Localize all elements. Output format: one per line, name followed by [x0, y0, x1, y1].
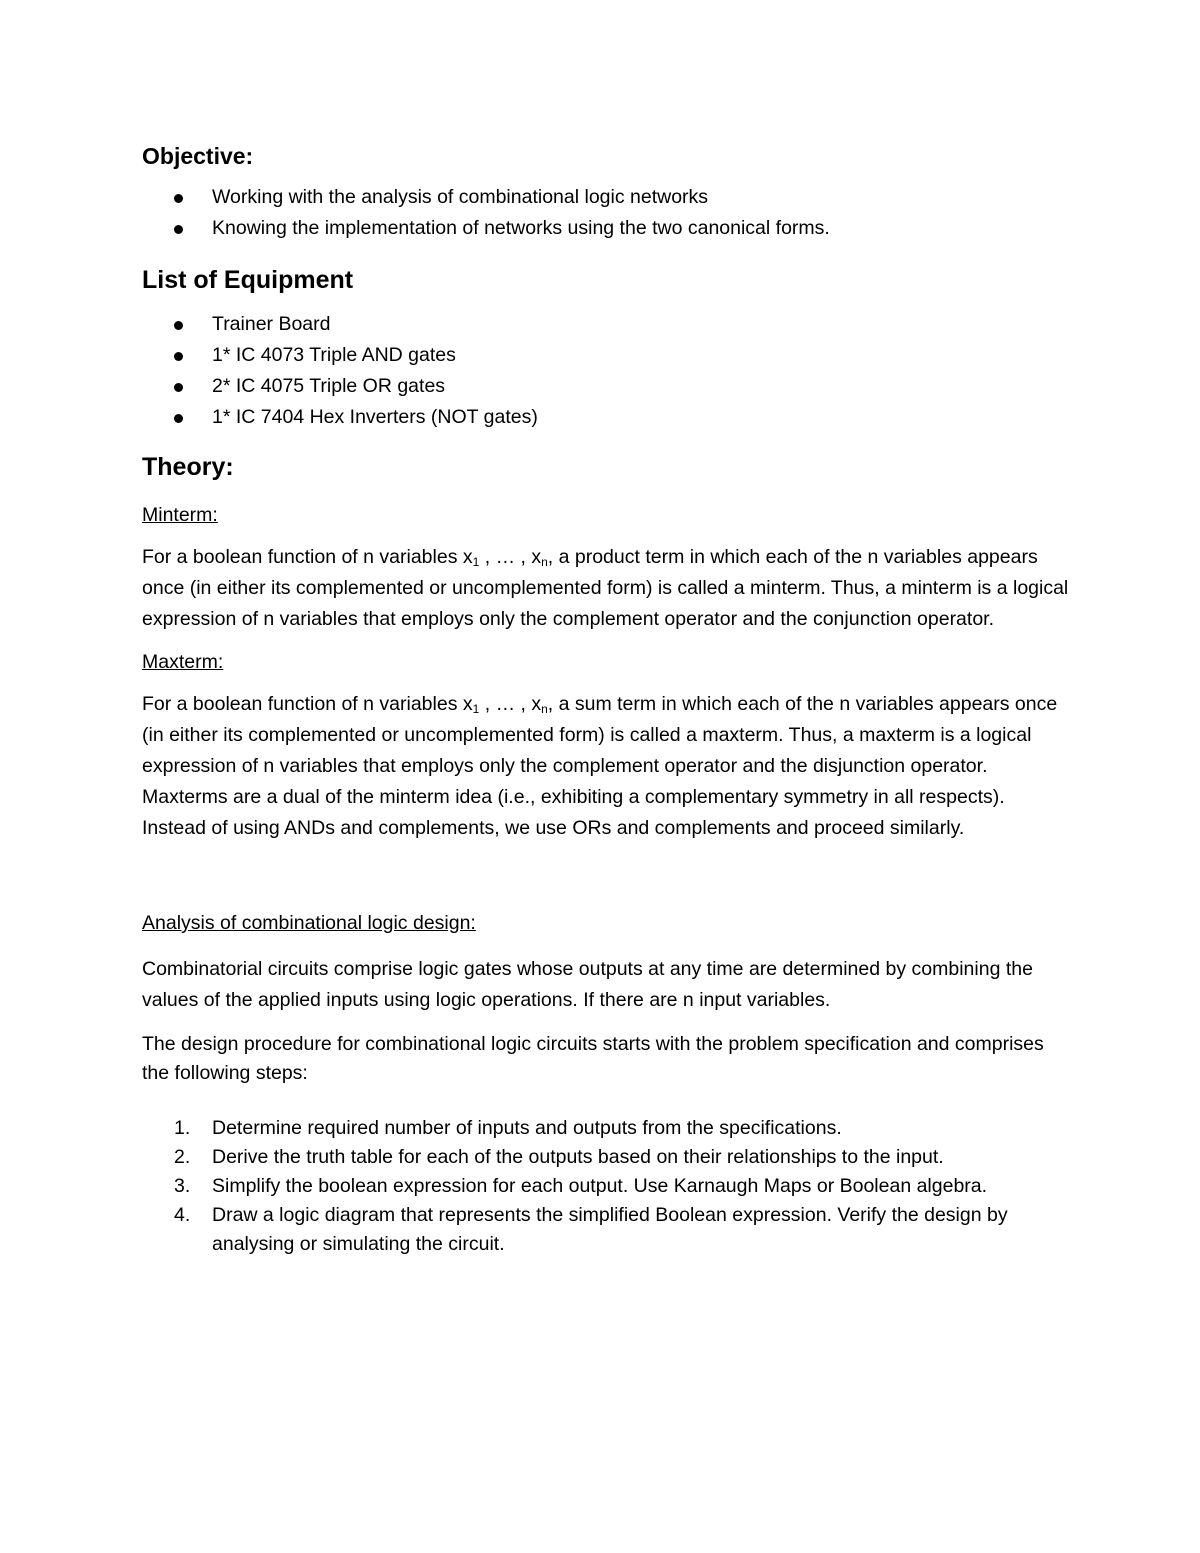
list-item-text: 1* IC 4073 Triple AND gates: [212, 344, 456, 366]
list-item: [142, 402, 1072, 433]
step-number: 4.: [174, 1204, 191, 1226]
list-item-text: Working with the analysis of combinational logic networks: [212, 186, 709, 208]
step-number: 1.: [174, 1117, 191, 1139]
subscript-n: n: [541, 555, 548, 569]
maxterm-label: Maxterm:: [142, 651, 224, 673]
analysis-label: Analysis of combinational logic design:: [142, 912, 476, 934]
maxterm-paragraph: [142, 689, 1072, 844]
subscript-1: 1: [472, 555, 480, 569]
equipment-heading: List of Equipment: [142, 266, 354, 294]
maxterm-text-rest: , a sum term in which each of the n variables appears once (in either its complemented or uncomplemented form) is called a maxterm. Thus, a maxterm is a logical expression of n variables that employs only the complement operator and the disjunction operator. Maxterms are a dual of the minterm idea (i.e., exhibiting a complementary symmetry in all respects). Instead of using ANDs and complements, we use ORs and complements and proceed similarly.: [142, 693, 1058, 839]
analysis-paragraph-1: Combinatorial circuits comprise logic gates whose outputs at any time are determined by combining the values of the applied inputs using logic operations. If there are n input variables.: [142, 958, 1033, 1011]
step-text: Determine required number of inputs and outputs from the specifications.: [212, 1117, 842, 1139]
bullet-icon: [174, 383, 183, 392]
equipment-list: [142, 309, 1072, 433]
step-number: 2.: [174, 1146, 191, 1168]
step-text: Derive the truth table for each of the outputs based on their relationships to the input.: [212, 1146, 944, 1168]
minterm-text-rest: , a product term in which each of the n variables appears once (in either its complemented or uncomplemented form) is called a minterm. Thus, a minterm is a logical expression of n variables that employs only the complement operator and the conjunction operator.: [142, 546, 1069, 630]
list-item-text: 2* IC 4075 Triple OR gates: [212, 375, 446, 397]
list-item-text: 1* IC 7404 Hex Inverters (NOT gates): [212, 406, 538, 428]
minterm-text-start: For a boolean function of n variables x: [142, 546, 473, 568]
step-text: Draw a logic diagram that represents the simplified Boolean expression. Verify the design by analysing or simulating the circuit.: [212, 1204, 1008, 1255]
objective-list: [142, 182, 1072, 244]
step-text: Simplify the boolean expression for each output. Use Karnaugh Maps or Boolean algebra.: [212, 1175, 988, 1197]
list-item: [142, 1143, 1072, 1172]
document-page: [142, 140, 1072, 1259]
list-item: [142, 371, 1072, 402]
list-item: [142, 1201, 1072, 1259]
design-steps-list: [142, 1114, 1072, 1259]
bullet-icon: [174, 414, 183, 423]
analysis-paragraph-2: The design procedure for combinational logic circuits starts with the problem specification and comprises the following steps:: [142, 1033, 1044, 1084]
subscript-1: 1: [472, 702, 480, 716]
list-item: [142, 213, 1072, 244]
bullet-icon: [174, 194, 183, 203]
list-item-text: Trainer Board: [212, 313, 331, 335]
minterm-text-mid: , … , x: [479, 546, 542, 568]
bullet-icon: [174, 225, 183, 234]
list-item-text: Knowing the implementation of networks using the two canonical forms.: [212, 217, 830, 239]
bullet-icon: [174, 321, 183, 330]
list-item: [142, 1114, 1072, 1143]
minterm-label: Minterm:: [142, 504, 218, 526]
bullet-icon: [174, 352, 183, 361]
maxterm-text-mid: , … , x: [479, 693, 542, 715]
theory-heading: Theory:: [142, 453, 234, 481]
list-item: [142, 309, 1072, 340]
list-item: [142, 340, 1072, 371]
objective-heading: Objective:: [142, 143, 254, 169]
list-item: [142, 182, 1072, 213]
step-number: 3.: [174, 1175, 191, 1197]
maxterm-text-start: For a boolean function of n variables x: [142, 693, 473, 715]
subscript-n: n: [541, 702, 548, 716]
list-item: [142, 1172, 1072, 1201]
minterm-paragraph: [142, 542, 1072, 635]
